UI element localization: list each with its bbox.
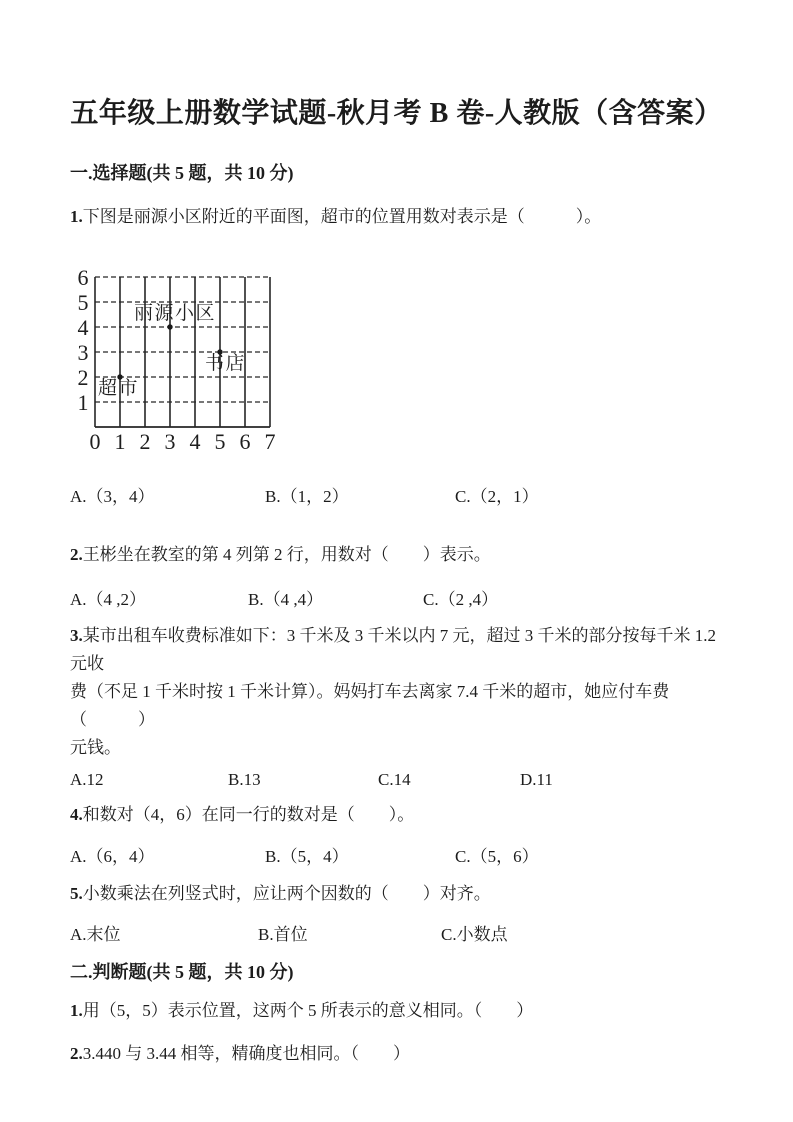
choice-q3-options bbox=[70, 769, 723, 791]
judge-question-1 bbox=[70, 1000, 723, 1022]
x-axis-label: 4 bbox=[189, 429, 201, 454]
option-c: C.（2 ,4） bbox=[423, 590, 499, 609]
question-text: 小数乘法在列竖式时，应让两个因数的（ ）对齐。 bbox=[82, 884, 491, 903]
liyuan-community-dot bbox=[167, 324, 172, 329]
section-choice-header: 一.选择题(共 5 题，共 10 分) bbox=[70, 163, 294, 183]
choice-question-3 bbox=[70, 622, 723, 762]
question-number: 5. bbox=[70, 884, 83, 903]
question-number: 1. bbox=[70, 207, 83, 226]
option-c: C.（5，6） bbox=[455, 847, 539, 866]
x-axis-label: 6 bbox=[239, 429, 251, 454]
option-b: B.（4 ,4） bbox=[248, 590, 324, 609]
choice-q4-options bbox=[70, 846, 723, 868]
question-line: 费（不足 1 千米时按 1 千米计算）。妈妈打车去离家 7.4 千米的超市，她应付车费（ ） bbox=[70, 682, 670, 729]
option-c: C.（2，1） bbox=[455, 487, 539, 506]
choice-question-4 bbox=[70, 804, 723, 826]
option-a: A.（3，4） bbox=[70, 487, 155, 506]
y-axis-label: 1 bbox=[77, 390, 89, 415]
option-b: B.首位 bbox=[258, 925, 308, 944]
question-text: 某市出租车收费标准如下：3 千米及 3 千米以内 7 元，超过 3 千米的部分按每千米 1.2 元收 bbox=[70, 626, 721, 673]
x-axis-label: 2 bbox=[139, 429, 151, 454]
option-a: A.（6，4） bbox=[70, 847, 155, 866]
option-b: B.（5，4） bbox=[265, 847, 349, 866]
section-judge-header: 二.判断题(共 5 题，共 10 分) bbox=[70, 962, 294, 982]
question-text: 和数对（4，6）在同一行的数对是（ ）。 bbox=[82, 805, 415, 824]
question-text: 下图是丽源小区附近的平面图，超市的位置用数对表示是（ ）。 bbox=[82, 207, 602, 226]
grid-map-svg bbox=[62, 262, 294, 458]
option-a: A.（4 ,2） bbox=[70, 590, 147, 609]
choice-q1-options bbox=[70, 486, 723, 508]
option-a: A.末位 bbox=[70, 925, 121, 944]
question-text: 用（5，5）表示位置，这两个 5 所表示的意义相同。（ ） bbox=[82, 1001, 534, 1020]
supermarket-label: 超市 bbox=[98, 378, 140, 399]
question-number: 3. bbox=[70, 626, 83, 645]
y-axis-label: 5 bbox=[77, 290, 89, 315]
option-b: B.（1，2） bbox=[265, 487, 349, 506]
question-text: 3.440 与 3.44 相等，精确度也相同。（ ） bbox=[82, 1044, 410, 1063]
question-line: 元钱。 bbox=[70, 738, 121, 757]
option-d: D.11 bbox=[520, 770, 553, 789]
choice-question-2 bbox=[70, 544, 723, 566]
x-axis-label: 0 bbox=[89, 429, 101, 454]
x-axis-label: 3 bbox=[164, 429, 176, 454]
question-number: 1. bbox=[70, 1001, 83, 1020]
option-c: C.小数点 bbox=[441, 925, 508, 944]
liyuan-community-label: 丽源小区 bbox=[134, 303, 217, 324]
y-axis-label: 3 bbox=[77, 340, 89, 365]
choice-question-5 bbox=[70, 883, 723, 905]
y-axis-label: 4 bbox=[77, 315, 89, 340]
page-title: 五年级上册数学试题-秋月考 B 卷-人教版（含答案） bbox=[70, 98, 723, 129]
choice-question-1 bbox=[70, 206, 723, 228]
x-axis-labels bbox=[90, 429, 276, 454]
question-text: 王彬坐在教室的第 4 列第 2 行，用数对（ ）表示。 bbox=[82, 545, 491, 564]
option-a: A.12 bbox=[70, 770, 104, 789]
question-line bbox=[70, 626, 720, 673]
x-axis-label: 1 bbox=[114, 429, 126, 454]
question-number: 4. bbox=[70, 805, 83, 824]
choice-q5-options bbox=[70, 924, 723, 946]
option-b: B.13 bbox=[228, 770, 261, 789]
judge-question-2 bbox=[70, 1043, 723, 1065]
question-number: 2. bbox=[70, 1044, 83, 1063]
x-axis-label: 5 bbox=[214, 429, 226, 454]
y-axis-labels bbox=[78, 265, 89, 415]
x-axis-label: 7 bbox=[264, 429, 276, 454]
option-c: C.14 bbox=[378, 770, 411, 789]
choice-q2-options bbox=[70, 589, 723, 611]
bookstore-label: 书店 bbox=[205, 353, 247, 374]
y-axis-label: 6 bbox=[77, 265, 89, 290]
coordinate-grid-figure bbox=[62, 262, 723, 458]
question-number: 2. bbox=[70, 545, 83, 564]
y-axis-label: 2 bbox=[77, 365, 89, 390]
